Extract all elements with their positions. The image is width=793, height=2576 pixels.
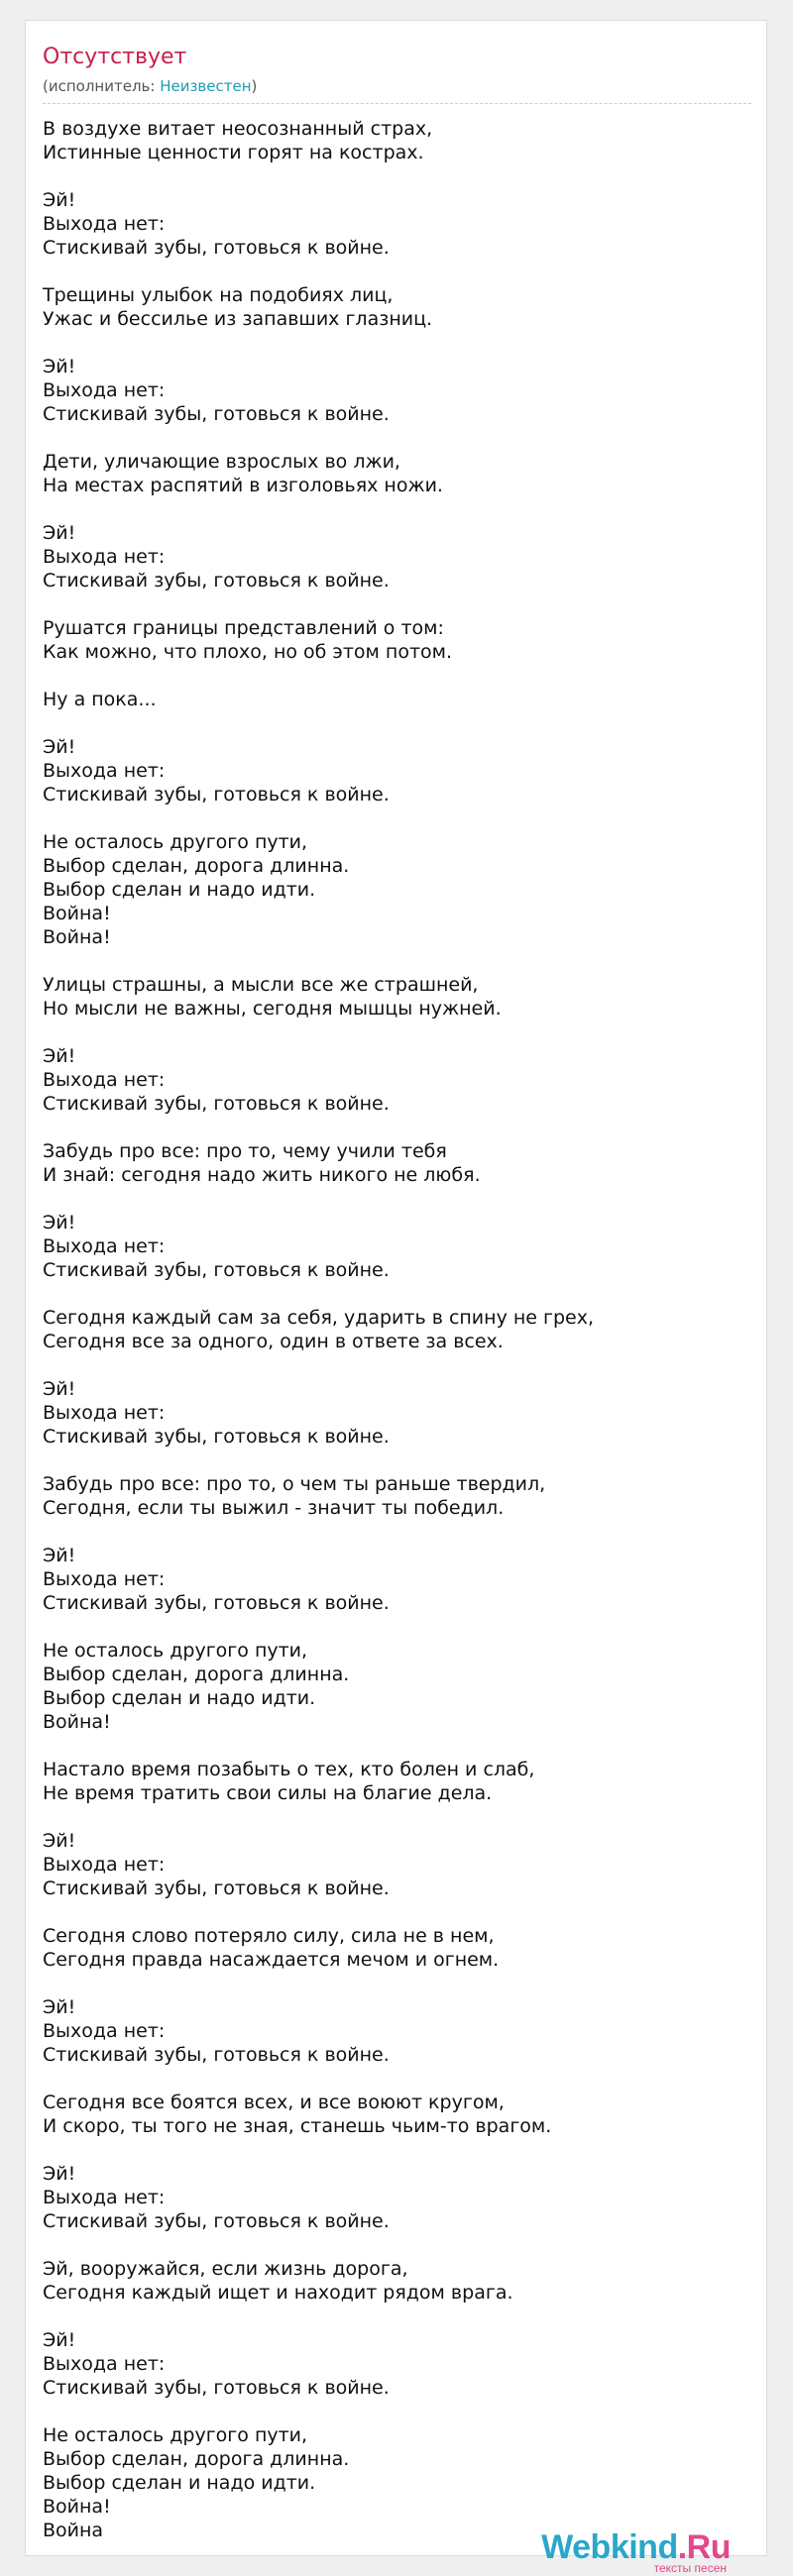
lyrics-line: Истинные ценности горят на кострах. — [43, 142, 424, 163]
lyrics-line: Дети, уличающие взрослых во лжи, — [43, 451, 400, 473]
lyrics-line: Эй! — [43, 736, 76, 758]
lyrics-stanza — [43, 830, 756, 949]
lyrics-stanza — [43, 117, 756, 164]
lyrics-line: Эй! — [43, 356, 76, 377]
lyrics-line: Рушатся границы представлений о том: — [43, 617, 444, 639]
lyrics-stanza — [43, 450, 756, 497]
lyrics-line: На местах распятий в изголовьях ножи. — [43, 475, 443, 496]
lyrics-stanza — [43, 1211, 756, 1282]
lyrics-card — [25, 20, 767, 2575]
lyrics-stanza — [43, 973, 756, 1020]
stanza-gap — [43, 1805, 756, 1829]
stanza-gap — [43, 164, 756, 188]
lyrics-line: Война! — [43, 926, 111, 948]
lyrics-line: Эй! — [43, 1996, 76, 2018]
stanza-gap — [43, 1187, 756, 1211]
stanza-gap — [43, 1449, 756, 1472]
lyrics-line: Эй! — [43, 2163, 76, 2185]
lyrics-line: Сегодня слово потеряло силу, сила не в нем, — [43, 1925, 495, 1947]
lyrics-line: Стискивай зубы, готовься к войне. — [43, 2044, 390, 2066]
stanza-gap — [43, 2138, 756, 2162]
lyrics-line: Выхода нет: — [43, 2187, 166, 2208]
stanza-gap — [43, 2233, 756, 2257]
lyrics-line: Ужас и бессилье из запавших глазниц. — [43, 308, 433, 330]
stanza-gap — [43, 949, 756, 973]
lyrics-line: Война — [43, 2520, 104, 2541]
lyrics-line: Эй! — [43, 1378, 76, 1400]
lyrics-line: Война! — [43, 903, 111, 924]
song-title: Отсутствует — [43, 45, 187, 69]
stanza-gap — [43, 260, 756, 283]
lyrics-line: Эй! — [43, 1045, 76, 1067]
lyrics-stanza — [43, 1758, 756, 1805]
lyrics-line: Сегодня все боятся всех, и все воюют кругом, — [43, 2092, 505, 2113]
lyrics-line: Сегодня все за одного, один в ответе за всех. — [43, 1331, 504, 1352]
stanza-gap — [43, 1353, 756, 1377]
artist-line — [43, 76, 257, 96]
lyrics-line: Не осталось другого пути, — [43, 2424, 308, 2446]
stanza-gap — [43, 1282, 756, 1306]
logo-tagline: тексты песен — [653, 2561, 727, 2575]
lyrics-line: Выбор сделан и надо идти. — [43, 1687, 316, 1709]
lyrics-stanza — [43, 688, 756, 711]
lyrics-line: Эй, вооружайся, если жизнь дорога, — [43, 2258, 408, 2280]
lyrics-stanza — [43, 1639, 756, 1734]
lyrics-line: Забудь про все: про то, чему учили тебя — [43, 1140, 447, 1162]
title-divider — [43, 103, 751, 104]
stanza-gap — [43, 1734, 756, 1758]
lyrics-line: Выхода нет: — [43, 213, 166, 235]
lyrics-line: Настало время позабыть о тех, кто болен и слаб, — [43, 1759, 535, 1780]
stanza-gap — [43, 664, 756, 688]
lyrics-line: Стискивай зубы, готовься к войне. — [43, 1426, 390, 1448]
lyrics-line: Выхода нет: — [43, 379, 166, 401]
logo-web: Webkind — [541, 2528, 678, 2566]
lyrics-line: Эй! — [43, 1830, 76, 1852]
logo-ru: .Ru — [677, 2528, 731, 2566]
stanza-gap — [43, 1116, 756, 1139]
lyrics-stanza — [43, 283, 756, 331]
lyrics-stanza — [43, 1829, 756, 1900]
site-logo[interactable] — [541, 2529, 731, 2575]
lyrics-stanza — [43, 2162, 756, 2233]
lyrics-line: Выхода нет: — [43, 1402, 166, 1424]
stanza-gap — [43, 497, 756, 521]
lyrics-line: В воздухе витает неосознанный страх, — [43, 118, 433, 140]
lyrics-stanza — [43, 1995, 756, 2067]
lyrics-stanza — [43, 521, 756, 592]
lyrics-line: Выбор сделан, дорога длинна. — [43, 1664, 350, 1685]
stanza-gap — [43, 711, 756, 735]
lyrics-line: Не время тратить свои силы на благие дела. — [43, 1782, 493, 1804]
stanza-gap — [43, 2067, 756, 2091]
lyrics-line: Забудь про все: про то, о чем ты раньше твердил, — [43, 1473, 546, 1495]
lyrics-line: Сегодня каждый ищет и находит рядом врага. — [43, 2282, 513, 2304]
lyrics-line: Не осталось другого пути, — [43, 831, 308, 853]
lyrics-line: Выхода нет: — [43, 2353, 166, 2375]
lyrics-line: Стискивай зубы, готовься к войне. — [43, 403, 390, 425]
stanza-gap — [43, 1520, 756, 1544]
lyrics-stanza — [43, 1139, 756, 1187]
lyrics-line: Эй! — [43, 522, 76, 544]
stanza-gap — [43, 331, 756, 355]
lyrics-line: Сегодня каждый сам за себя, ударить в спину не грех, — [43, 1307, 595, 1329]
stanza-gap — [43, 1900, 756, 1924]
lyrics-line: Сегодня, если ты выжил - значит ты победил. — [43, 1497, 505, 1519]
lyrics-line: Но мысли не важны, сегодня мышцы нужней. — [43, 998, 502, 1020]
stanza-gap — [43, 2400, 756, 2423]
lyrics-line: Эй! — [43, 189, 76, 211]
logo-wordmark — [541, 2529, 731, 2565]
lyrics-line: И скоро, ты того не зная, станешь чьим-то врагом. — [43, 2115, 552, 2137]
lyrics-line: Выхода нет: — [43, 2020, 166, 2042]
stanza-gap — [43, 806, 756, 830]
lyrics-line: Эй! — [43, 1545, 76, 1566]
lyrics-line: Война! — [43, 1711, 111, 1733]
lyrics-stanza — [43, 2257, 756, 2305]
lyrics-line: Как можно, что плохо, но об этом потом. — [43, 641, 453, 663]
lyrics-line: Стискивай зубы, готовься к войне. — [43, 1592, 390, 1614]
lyrics-line: Стискивай зубы, готовься к войне. — [43, 1093, 390, 1115]
lyrics-line: Выхода нет: — [43, 1069, 166, 1091]
lyrics-stanza — [43, 1544, 756, 1615]
lyrics-line: Выбор сделан и надо идти. — [43, 879, 316, 901]
lyrics-line: Улицы страшны, а мысли все же страшней, — [43, 974, 479, 996]
lyrics-line: Выбор сделан, дорога длинна. — [43, 855, 350, 877]
lyrics-line: Выхода нет: — [43, 760, 166, 782]
lyrics-line: Стискивай зубы, готовься к войне. — [43, 237, 390, 259]
lyrics-stanza — [43, 1377, 756, 1449]
lyrics-stanza — [43, 1472, 756, 1520]
stanza-gap — [43, 2305, 756, 2328]
lyrics-stanza — [43, 2091, 756, 2138]
stanza-gap — [43, 1615, 756, 1639]
lyrics-stanza — [43, 616, 756, 664]
stanza-gap — [43, 426, 756, 450]
lyrics-line: Выхода нет: — [43, 1854, 166, 1876]
lyrics-stanza — [43, 1306, 756, 1353]
stanza-gap — [43, 1972, 756, 1995]
lyrics-stanza — [43, 188, 756, 260]
lyrics-stanza — [43, 735, 756, 806]
lyrics-line: Ну а пока... — [43, 689, 157, 710]
lyrics-line: Эй! — [43, 2329, 76, 2351]
lyrics-line: И знай: сегодня надо жить никого не любя. — [43, 1164, 481, 1186]
lyrics-line: Стискивай зубы, готовься к войне. — [43, 2210, 390, 2232]
lyrics-stanza — [43, 355, 756, 426]
lyrics-line: Стискивай зубы, готовься к войне. — [43, 2377, 390, 2399]
lyrics-stanza — [43, 1924, 756, 1972]
lyrics-text — [43, 117, 756, 2542]
lyrics-stanza — [43, 1044, 756, 1116]
artist-link[interactable]: Неизвестен — [160, 77, 252, 95]
lyrics-line: Выбор сделан, дорога длинна. — [43, 2448, 350, 2470]
stanza-gap — [43, 1020, 756, 1044]
lyrics-line: Стискивай зубы, готовься к войне. — [43, 1878, 390, 1899]
lyrics-stanza — [43, 2328, 756, 2400]
lyrics-line: Эй! — [43, 1212, 76, 1234]
stanza-gap — [43, 592, 756, 616]
lyrics-line: Стискивай зубы, готовься к войне. — [43, 1259, 390, 1281]
lyrics-line: Война! — [43, 2496, 111, 2518]
lyrics-line: Не осталось другого пути, — [43, 1640, 308, 1662]
lyrics-line: Выхода нет: — [43, 1235, 166, 1257]
lyrics-line: Выбор сделан и надо идти. — [43, 2472, 316, 2494]
lyrics-line: Сегодня правда насаждается мечом и огнем. — [43, 1949, 500, 1971]
lyrics-line: Трещины улыбок на подобиях лиц, — [43, 284, 394, 306]
lyrics-stanza — [43, 2423, 756, 2542]
artist-suffix: ) — [251, 77, 258, 95]
lyrics-line: Стискивай зубы, готовься к войне. — [43, 570, 390, 591]
lyrics-line: Выхода нет: — [43, 1568, 166, 1590]
lyrics-line: Стискивай зубы, готовься к войне. — [43, 784, 390, 805]
artist-prefix: (исполнитель: — [43, 77, 161, 95]
lyrics-line: Выхода нет: — [43, 546, 166, 568]
